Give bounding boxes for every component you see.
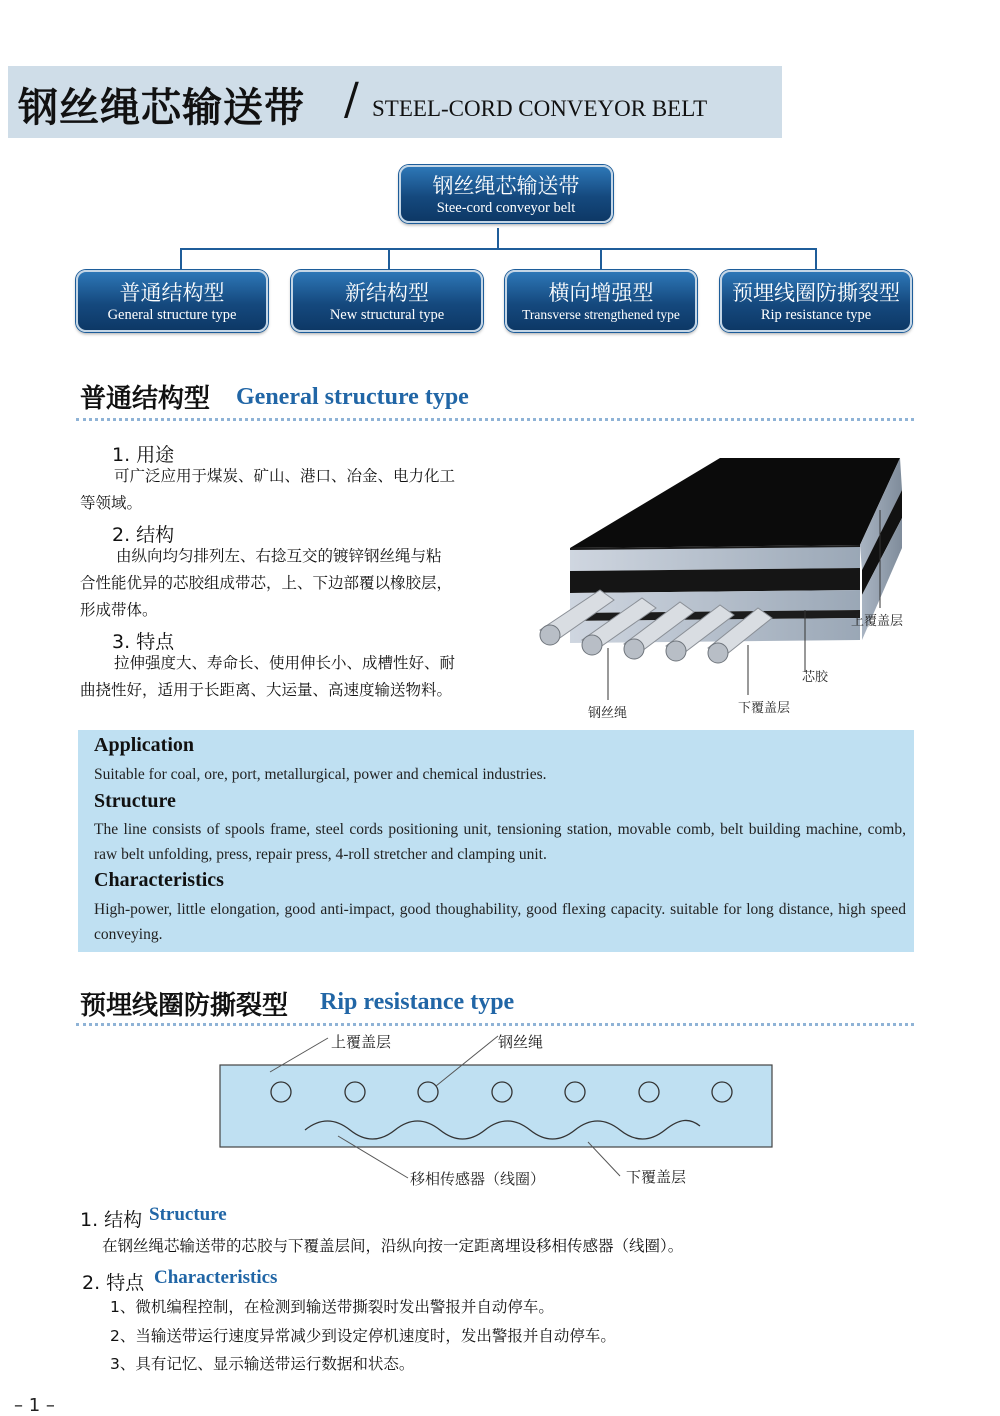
diagram-label-steel-cord: 钢丝绳 xyxy=(498,1033,544,1051)
figure-label-top-cover: 上覆盖层 xyxy=(851,614,904,629)
general-item-3-line: 拉伸强度大、寿命长、使用伸长小、成槽性好、耐 xyxy=(114,654,456,672)
general-item-3-head: 3. 特点 xyxy=(112,631,175,653)
tree-node-en: Transverse strengthened type xyxy=(522,307,680,322)
belt-cross-section-illustration xyxy=(530,450,920,720)
figure-label-core-rubber: 芯胶 xyxy=(802,670,829,685)
tree-node-en: Rip resistance type xyxy=(760,307,872,323)
tree-root-node xyxy=(399,165,613,223)
general-heading-cn: 普通结构型 xyxy=(80,384,211,414)
rip-structure-head-en: Structure xyxy=(149,1204,227,1225)
tree-root-en: Stee-cord conveyor belt xyxy=(436,200,576,216)
page-title-cn: 钢丝绳芯输送带 xyxy=(18,85,305,131)
section-divider xyxy=(76,418,914,421)
diagram-label-top-cover: 上覆盖层 xyxy=(331,1033,392,1051)
tree-node-transverse xyxy=(505,270,697,332)
structure-text: The line consists of spools frame, steel cords positioning unit, tensioning station, movable comb, belt building machine, comb, raw belt unfolding, press, repair press, 4-roll stretcher and clamping unit. xyxy=(94,821,906,863)
tree-node-cn: 预埋线圈防撕裂型 xyxy=(732,281,900,305)
page-title-en: STEEL-CORD CONVEYOR BELT xyxy=(372,96,708,121)
rip-structure-head-cn: 1. 结构 xyxy=(80,1209,143,1231)
rip-characteristics-head-cn: 2. 特点 xyxy=(82,1272,145,1294)
general-item-2-line: 合性能优异的芯胶组成带芯，上、下边部覆以橡胶层， xyxy=(80,574,453,592)
rip-sensor-diagram xyxy=(210,1030,790,1190)
tree-node-cn: 横向增强型 xyxy=(548,281,654,305)
rip-characteristics-head-en: Characteristics xyxy=(154,1267,278,1288)
general-heading-en: General structure type xyxy=(236,384,469,410)
figure-label-steel-cord: 钢丝绳 xyxy=(588,706,628,721)
tree-connector-2 xyxy=(388,248,390,272)
tree-connector-vertical xyxy=(497,228,499,250)
general-item-2-line: 由纵向均匀排列左、右捻互交的镀锌钢丝绳与粘 xyxy=(116,547,442,565)
title-slash: / xyxy=(344,74,359,125)
characteristics-text: High-power, little elongation, good anti-impact, good thoughability, good flexing capacity. suitable for long distance, high speed conveying. xyxy=(94,901,906,943)
tree-node-cn: 新结构型 xyxy=(345,281,429,305)
tree-node-cn: 普通结构型 xyxy=(119,281,225,305)
structure-heading: Structure xyxy=(94,790,176,812)
diagram-label-sensor: 移相传感器（线圈） xyxy=(410,1170,546,1188)
tree-connector-3 xyxy=(600,248,602,272)
rip-characteristic-item: 1、微机编程控制，在检测到输送带撕裂时发出警报并自动停车。 xyxy=(110,1298,554,1316)
tree-root-cn: 钢丝绳芯输送带 xyxy=(432,174,580,198)
tree-connector-4 xyxy=(815,248,817,272)
general-item-1-head: 1. 用途 xyxy=(112,444,175,466)
page-number: – 1 – xyxy=(14,1395,55,1416)
tree-node-rip xyxy=(720,270,912,332)
general-item-1-line: 可广泛应用于煤炭、矿山、港口、冶金、电力化工 xyxy=(114,467,456,485)
tree-node-new xyxy=(291,270,483,332)
characteristics-heading: Characteristics xyxy=(94,869,224,891)
diagram-label-bottom-cover: 下覆盖层 xyxy=(626,1168,687,1186)
application-text: Suitable for coal, ore, port, metallurgical, power and chemical industries. xyxy=(94,766,547,783)
tree-connector-1 xyxy=(180,248,182,272)
rip-characteristic-item: 2、当输送带运行速度异常减少到设定停机速度时，发出警报并自动停车。 xyxy=(110,1327,616,1345)
application-heading: Application xyxy=(94,734,195,756)
tree-node-en: New structural type xyxy=(329,307,445,323)
rip-structure-text: 在钢丝绳芯输送带的芯胶与下覆盖层间，沿纵向按一定距离埋设移相传感器（线圈）。 xyxy=(102,1237,684,1255)
general-item-3-line: 曲挠性好，适用于长距离、大运量、高速度输送物料。 xyxy=(80,681,453,699)
rip-characteristic-item: 3、具有记忆、显示输送带运行数据和状态。 xyxy=(110,1355,415,1373)
tree-connector-horizontal xyxy=(180,248,817,250)
general-item-2-head: 2. 结构 xyxy=(112,524,175,546)
section-divider xyxy=(76,1023,914,1026)
rip-heading-en: Rip resistance type xyxy=(320,989,515,1015)
general-item-2-line: 形成带体。 xyxy=(80,601,158,619)
tree-node-en: General structure type xyxy=(107,307,237,323)
figure-label-bottom-cover: 下覆盖层 xyxy=(738,701,791,716)
general-item-1-line: 等领域。 xyxy=(80,494,143,512)
tree-node-general xyxy=(76,270,268,332)
rip-heading-cn: 预埋线圈防撕裂型 xyxy=(80,991,289,1021)
